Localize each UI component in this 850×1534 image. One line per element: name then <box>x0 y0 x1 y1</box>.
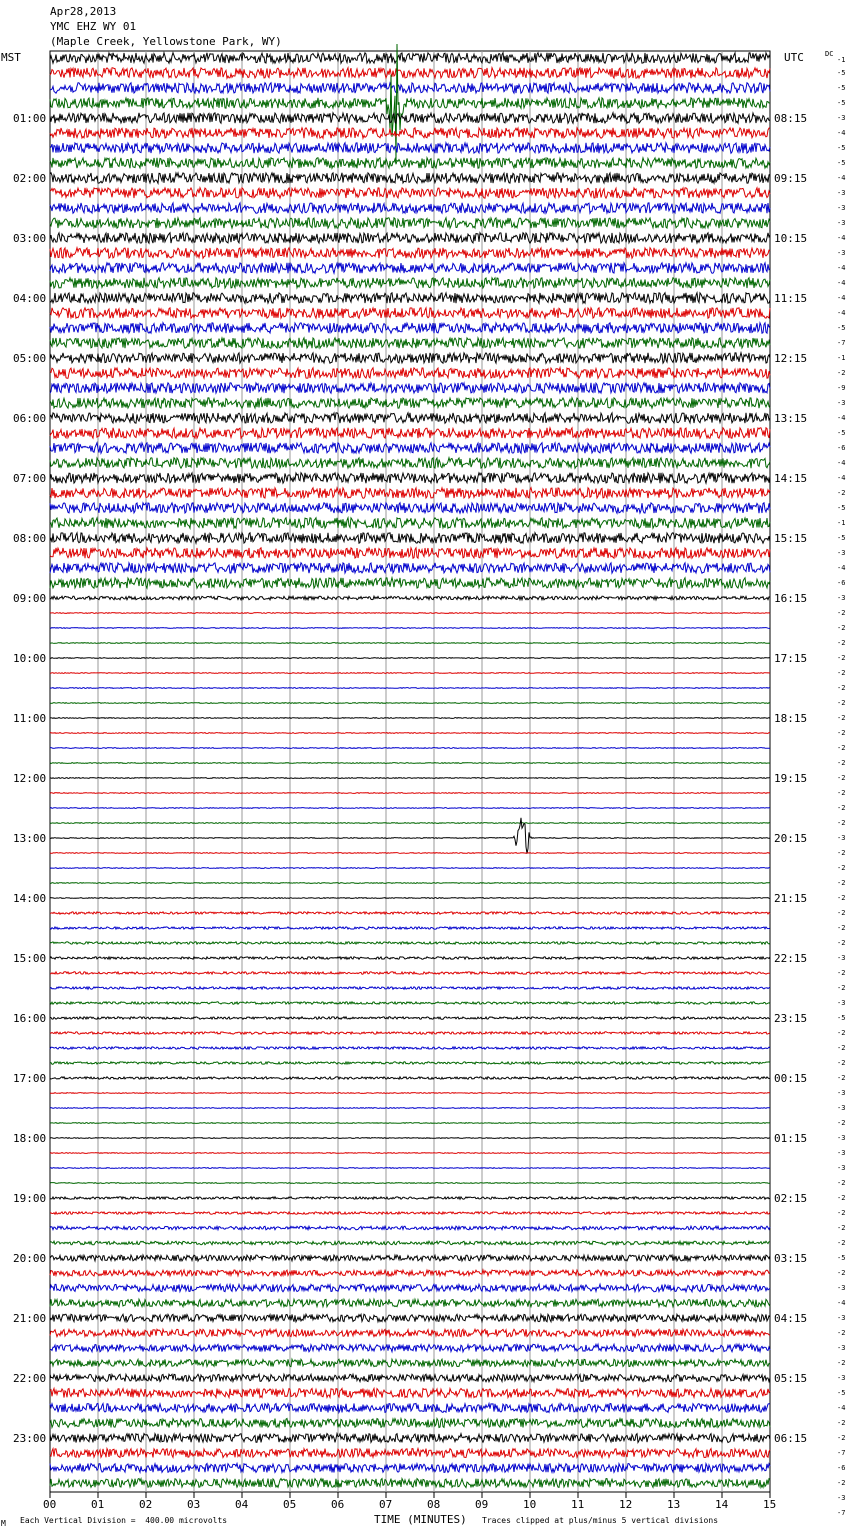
trace-63 <box>50 987 770 989</box>
scale-mark: M <box>1 1519 6 1528</box>
dc-offset-value: -5 <box>837 69 846 77</box>
trace-26 <box>50 428 770 438</box>
trace-68 <box>50 1062 770 1064</box>
x-tick-label: 07 <box>379 1498 393 1511</box>
trace-43 <box>50 688 770 689</box>
dc-offset-value: -2 <box>837 864 846 872</box>
x-tick-label: 02 <box>139 1498 153 1511</box>
trace-18 <box>50 308 770 318</box>
mst-hour-label: 05:00 <box>13 352 47 365</box>
trace-25 <box>50 413 770 423</box>
dc-offset-value: -3 <box>837 594 846 602</box>
dc-offset-value: -2 <box>837 1044 846 1052</box>
mst-hour-label: 07:00 <box>13 472 47 485</box>
dc-offset-value: -2 <box>837 669 846 677</box>
trace-83 <box>50 1284 770 1291</box>
utc-hour-label: 19:15 <box>774 772 808 785</box>
trace-55 <box>50 868 770 869</box>
mst-hour-label: 03:00 <box>13 232 47 245</box>
mst-hour-label: 17:00 <box>13 1072 47 1085</box>
utc-hour-label: 08:15 <box>774 112 808 125</box>
clip-note: Traces clipped at plus/minus 5 vertical divisions <box>482 1516 719 1525</box>
trace-77 <box>50 1197 770 1199</box>
mst-hour-label: 16:00 <box>13 1012 47 1025</box>
trace-40 <box>50 643 770 644</box>
mst-hour-label: 19:00 <box>13 1192 47 1205</box>
trace-33 <box>50 533 770 543</box>
x-tick-label: 03 <box>187 1498 201 1511</box>
dc-offset-value: -2 <box>837 654 846 662</box>
dc-offset-value: -3 <box>837 834 846 842</box>
dc-offset-value: -3 <box>837 549 846 557</box>
dc-offset-value: -5 <box>837 99 846 107</box>
trace-21 <box>50 353 770 363</box>
dc-offset-value: -7 <box>837 1509 846 1517</box>
x-tick-label: 14 <box>715 1498 729 1511</box>
trace-93 <box>50 1434 770 1443</box>
dc-offset-value: -1 <box>837 519 846 527</box>
dc-offset-value: -4 <box>837 129 846 137</box>
trace-13 <box>50 233 770 243</box>
trace-30 <box>50 488 770 498</box>
utc-hour-label: 10:15 <box>774 232 808 245</box>
trace-80 <box>50 1241 770 1245</box>
trace-95 <box>50 1464 770 1473</box>
trace-16 <box>50 278 770 288</box>
trace-29 <box>50 473 770 483</box>
utc-hour-label: 18:15 <box>774 712 808 725</box>
trace-71 <box>50 1108 770 1109</box>
trace-17 <box>50 293 770 303</box>
dc-offset-value: -2 <box>837 774 846 782</box>
dc-offset-value: -2 <box>837 1194 846 1202</box>
x-tick-label: 13 <box>667 1498 681 1511</box>
trace-48 <box>50 763 770 764</box>
dc-offset-value: -3 <box>837 954 846 962</box>
dc-offset-value: -5 <box>837 84 846 92</box>
trace-67 <box>50 1047 770 1049</box>
x-tick-label: 09 <box>475 1498 489 1511</box>
utc-hour-label: 09:15 <box>774 172 808 185</box>
trace-66 <box>50 1032 770 1034</box>
dc-offset-value: -5 <box>837 504 846 512</box>
trace-75 <box>50 1168 770 1169</box>
dc-offset-value: -2 <box>837 699 846 707</box>
utc-hour-label: 02:15 <box>774 1192 808 1205</box>
dc-offset-value: -5 <box>837 1014 846 1022</box>
trace-49 <box>50 778 770 779</box>
dc-offset-value: -5 <box>837 534 846 542</box>
plot-date: Apr28,2013 <box>50 5 117 18</box>
plot-frame <box>50 51 770 1492</box>
x-tick-label: 08 <box>427 1498 441 1511</box>
trace-59 <box>50 927 770 929</box>
utc-hour-label: 05:15 <box>774 1372 808 1385</box>
trace-58 <box>50 912 770 914</box>
trace-44 <box>50 703 770 704</box>
trace-84 <box>50 1299 770 1306</box>
dc-offset-value: -4 <box>837 1404 846 1412</box>
trace-36 <box>50 578 770 588</box>
dc-offset-value: -4 <box>837 294 846 302</box>
dc-offset-value: -2 <box>837 1419 846 1427</box>
dc-offset-value: -4 <box>837 564 846 572</box>
mst-hour-label: 18:00 <box>13 1132 47 1145</box>
trace-51 <box>50 808 770 809</box>
trace-74 <box>50 1153 770 1154</box>
mst-hour-label: 11:00 <box>13 712 47 725</box>
dc-offset-value: -3 <box>837 1284 846 1292</box>
trace-1 <box>50 53 770 63</box>
trace-50 <box>50 793 770 794</box>
dc-offset-value: -3 <box>837 1149 846 1157</box>
trace-39 <box>50 628 770 629</box>
dc-offset-value: -5 <box>837 159 846 167</box>
mst-hour-label: 21:00 <box>13 1312 47 1325</box>
dc-offset-value: -3 <box>837 1089 846 1097</box>
trace-32 <box>50 518 770 528</box>
dc-offset-value: -2 <box>837 789 846 797</box>
dc-offset-value: -3 <box>837 1314 846 1322</box>
trace-2 <box>50 68 770 78</box>
utc-hour-label: 16:15 <box>774 592 808 605</box>
mst-hour-label: 04:00 <box>13 292 47 305</box>
trace-81 <box>50 1255 770 1261</box>
trace-65 <box>50 1017 770 1019</box>
utc-hour-label: 13:15 <box>774 412 808 425</box>
dc-offset-value: -2 <box>837 1119 846 1127</box>
x-tick-label: 10 <box>523 1498 537 1511</box>
trace-10 <box>50 188 770 198</box>
trace-4 <box>50 44 770 161</box>
trace-96 <box>50 1479 770 1488</box>
x-axis-label: TIME (MINUTES) <box>374 1513 467 1526</box>
dc-offset-value: -5 <box>837 1389 846 1397</box>
trace-91 <box>50 1404 770 1413</box>
dc-offset-value: -9 <box>837 384 846 392</box>
trace-28 <box>50 458 770 468</box>
trace-45 <box>50 718 770 719</box>
dc-offset-value: -2 <box>837 684 846 692</box>
station-location: (Maple Creek, Yellowstone Park, WY) <box>50 35 282 48</box>
dc-offset-value: -2 <box>837 639 846 647</box>
dc-offset-value: -3 <box>837 204 846 212</box>
dc-offset-value: -2 <box>837 969 846 977</box>
dc-offset-value: -7 <box>837 339 846 347</box>
trace-41 <box>50 658 770 659</box>
utc-hour-label: 20:15 <box>774 832 808 845</box>
dc-offset-header: DC <box>825 50 834 58</box>
dc-offset-value: -4 <box>837 1299 846 1307</box>
trace-54 <box>50 853 770 854</box>
dc-offset-value: -5 <box>837 1254 846 1262</box>
mst-hour-label: 10:00 <box>13 652 47 665</box>
utc-hour-label: 01:15 <box>774 1132 808 1145</box>
trace-46 <box>50 733 770 734</box>
x-tick-label: 05 <box>283 1498 297 1511</box>
trace-14 <box>50 248 770 258</box>
dc-offset-value: -2 <box>837 714 846 722</box>
dc-offset-value: -4 <box>837 459 846 467</box>
x-tick-label: 04 <box>235 1498 249 1511</box>
right-timezone-label: UTC <box>784 51 804 64</box>
trace-35 <box>50 563 770 573</box>
dc-offset-value: -5 <box>837 429 846 437</box>
trace-52 <box>50 823 770 824</box>
dc-offset-value: -2 <box>837 1209 846 1217</box>
dc-offset-value: -2 <box>837 819 846 827</box>
trace-85 <box>50 1314 770 1321</box>
dc-offset-value: -3 <box>837 249 846 257</box>
trace-73 <box>50 1138 770 1139</box>
dc-offset-value: -2 <box>837 1269 846 1277</box>
x-tick-label: 11 <box>571 1498 585 1511</box>
mst-hour-label: 08:00 <box>13 532 47 545</box>
utc-hour-label: 03:15 <box>774 1252 808 1265</box>
trace-11 <box>50 203 770 213</box>
dc-offset-value: -2 <box>837 624 846 632</box>
trace-88 <box>50 1359 770 1366</box>
mst-hour-label: 02:00 <box>13 172 47 185</box>
dc-offset-value: -6 <box>837 444 846 452</box>
trace-64 <box>50 1002 770 1004</box>
trace-60 <box>50 942 770 944</box>
trace-87 <box>50 1344 770 1351</box>
trace-6 <box>50 128 770 138</box>
dc-offset-value: -4 <box>837 264 846 272</box>
trace-3 <box>50 83 770 93</box>
dc-offset-value: -2 <box>837 729 846 737</box>
dc-offset-value: -5 <box>837 144 846 152</box>
trace-86 <box>50 1329 770 1336</box>
dc-offset-value: -4 <box>837 174 846 182</box>
dc-offset-value: -2 <box>837 984 846 992</box>
dc-offset-value: -2 <box>837 1179 846 1187</box>
trace-9 <box>50 173 770 183</box>
trace-12 <box>50 218 770 228</box>
dc-offset-value: -2 <box>837 609 846 617</box>
trace-20 <box>50 338 770 348</box>
dc-offset-value: -2 <box>837 1239 846 1247</box>
dc-offset-value: -4 <box>837 309 846 317</box>
dc-offset-value: -2 <box>837 1329 846 1337</box>
dc-offset-value: -2 <box>837 1029 846 1037</box>
x-tick-label: 06 <box>331 1498 345 1511</box>
dc-offset-value: -7 <box>837 1449 846 1457</box>
x-tick-label: 15 <box>763 1498 777 1511</box>
x-tick-label: 12 <box>619 1498 633 1511</box>
utc-hour-label: 06:15 <box>774 1432 808 1445</box>
trace-42 <box>50 673 770 674</box>
dc-offset-value: -2 <box>837 879 846 887</box>
trace-24 <box>50 398 770 408</box>
trace-78 <box>50 1212 770 1214</box>
dc-offset-value: -6 <box>837 1464 846 1472</box>
mst-hour-label: 01:00 <box>13 112 47 125</box>
trace-15 <box>50 263 770 273</box>
dc-offset-value: -6 <box>837 579 846 587</box>
trace-5 <box>50 113 770 123</box>
dc-offset-value: -5 <box>837 324 846 332</box>
utc-hour-label: 22:15 <box>774 952 808 965</box>
trace-22 <box>50 368 770 378</box>
dc-offset-value: -2 <box>837 1074 846 1082</box>
mst-hour-label: 09:00 <box>13 592 47 605</box>
utc-hour-label: 14:15 <box>774 472 808 485</box>
dc-offset-value: -4 <box>837 414 846 422</box>
dc-offset-value: -2 <box>837 849 846 857</box>
utc-hour-label: 00:15 <box>774 1072 808 1085</box>
dc-offset-value: -2 <box>837 489 846 497</box>
dc-offset-value: -3 <box>837 1164 846 1172</box>
dc-offset-value: -3 <box>837 1494 846 1502</box>
dc-offset-value: -3 <box>837 1134 846 1142</box>
dc-offset-value: -2 <box>837 924 846 932</box>
trace-7 <box>50 143 770 153</box>
trace-79 <box>50 1226 770 1230</box>
utc-hour-label: 04:15 <box>774 1312 808 1325</box>
trace-34 <box>50 548 770 558</box>
utc-hour-label: 11:15 <box>774 292 808 305</box>
dc-offset-value: -4 <box>837 234 846 242</box>
trace-89 <box>50 1374 770 1381</box>
dc-offset-value: -2 <box>837 744 846 752</box>
mst-hour-label: 15:00 <box>13 952 47 965</box>
trace-92 <box>50 1419 770 1428</box>
trace-72 <box>50 1123 770 1124</box>
trace-37 <box>50 596 770 600</box>
trace-70 <box>50 1093 770 1094</box>
dc-offset-value: -3 <box>837 114 846 122</box>
dc-offset-value: -4 <box>837 474 846 482</box>
left-timezone-label: MST <box>1 51 21 64</box>
dc-offset-value: -3 <box>837 219 846 227</box>
utc-hour-label: 15:15 <box>774 532 808 545</box>
trace-82 <box>50 1270 770 1276</box>
dc-offset-value: -2 <box>837 1359 846 1367</box>
mst-hour-label: 06:00 <box>13 412 47 425</box>
dc-offset-value: -2 <box>837 1434 846 1442</box>
utc-hour-label: 23:15 <box>774 1012 808 1025</box>
dc-offset-value: -4 <box>837 279 846 287</box>
station-title: YMC EHZ WY 01 <box>50 20 137 33</box>
x-tick-label: 00 <box>43 1498 57 1511</box>
utc-hour-label: 12:15 <box>774 352 808 365</box>
mst-hour-label: 13:00 <box>13 832 47 845</box>
mst-hour-label: 20:00 <box>13 1252 47 1265</box>
trace-8 <box>50 158 770 168</box>
trace-62 <box>50 972 770 974</box>
trace-19 <box>50 323 770 333</box>
dc-offset-value: -2 <box>837 909 846 917</box>
utc-hour-label: 21:15 <box>774 892 808 905</box>
dc-offset-value: -2 <box>837 1059 846 1067</box>
dc-offset-value: -3 <box>837 189 846 197</box>
dc-offset-value: -3 <box>837 1344 846 1352</box>
dc-offset-value: -2 <box>837 369 846 377</box>
trace-23 <box>50 383 770 393</box>
x-tick-label: 01 <box>91 1498 105 1511</box>
trace-61 <box>50 957 770 959</box>
dc-offset-value: -2 <box>837 939 846 947</box>
trace-56 <box>50 883 770 884</box>
trace-94 <box>50 1449 770 1458</box>
utc-hour-label: 17:15 <box>774 652 808 665</box>
dc-offset-value: -1 <box>837 56 846 64</box>
dc-offset-value: -2 <box>837 894 846 902</box>
dc-offset-value: -2 <box>837 759 846 767</box>
mst-hour-label: 12:00 <box>13 772 47 785</box>
trace-31 <box>50 503 770 513</box>
trace-38 <box>50 613 770 614</box>
dc-offset-value: -3 <box>837 999 846 1007</box>
dc-offset-value: -3 <box>837 399 846 407</box>
trace-69 <box>50 1077 770 1079</box>
trace-90 <box>50 1389 770 1398</box>
dc-offset-value: -3 <box>837 1104 846 1112</box>
trace-47 <box>50 748 770 749</box>
trace-27 <box>50 443 770 453</box>
trace-57 <box>50 898 770 899</box>
dc-offset-value: -2 <box>837 1224 846 1232</box>
dc-offset-value: -2 <box>837 1479 846 1487</box>
dc-offset-value: -1 <box>837 354 846 362</box>
mst-hour-label: 23:00 <box>13 1432 47 1445</box>
dc-offset-value: -3 <box>837 1374 846 1382</box>
dc-offset-value: -2 <box>837 804 846 812</box>
trace-76 <box>50 1183 770 1184</box>
mst-hour-label: 14:00 <box>13 892 47 905</box>
scale-note: Each Vertical Division = 400.00 microvolts <box>20 1516 228 1525</box>
mst-hour-label: 22:00 <box>13 1372 47 1385</box>
